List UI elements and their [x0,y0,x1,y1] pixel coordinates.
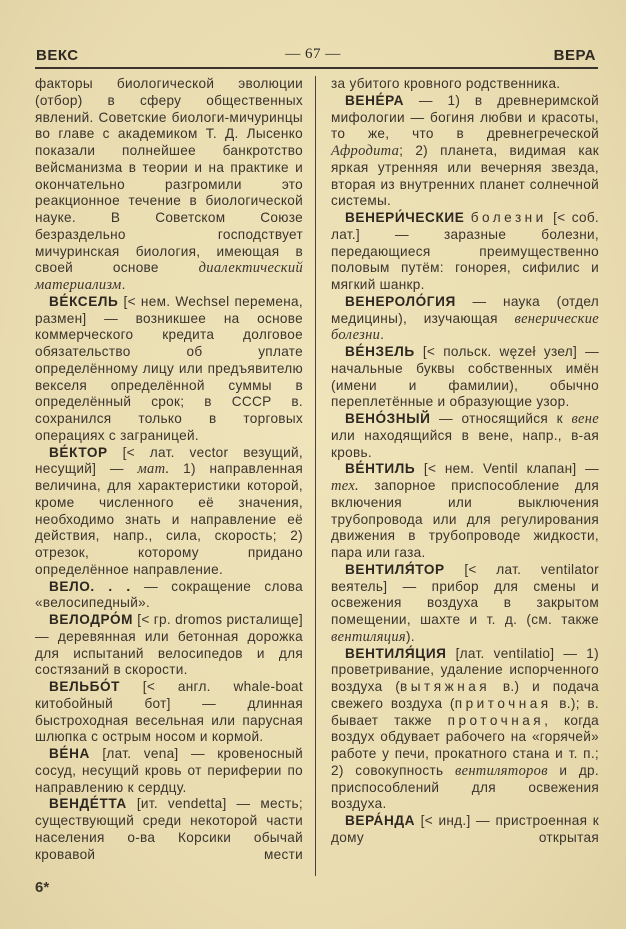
entry-text: [< лат. ventilator веятель] — прибор для смены и освежения воздуха в закрытом помещении, шахте и т. д. (см. также [331,561,599,627]
right-column-wrapper [331,76,599,847]
dictionary-entry [35,746,303,796]
headword: ВЕ́НЗЕЛЬ [345,344,415,359]
spaced-text: болезни [470,210,547,225]
dictionary-entry [331,646,599,814]
dictionary-entry [331,344,599,411]
italic-text: вене [571,411,599,427]
dictionary-entry [35,612,303,679]
headword: ВЕЛО. . . [49,578,131,594]
entry-text: запорное приспособление для включения или выключения трубопровода или для регулирования движения в трубопроводе жидкости, пара или газа. [331,478,599,560]
entry-text: или находящийся в вене, напр., в-ая кровь. [331,427,599,460]
running-head-right: ВЕРА [553,47,596,64]
headword: ВЕНЕРИ́ЧЕСКИЕ [345,210,465,225]
dictionary-entry [331,210,599,294]
italic-text: мат. [137,461,170,478]
header-rule [35,67,598,69]
entry-text: [лат. vena] — кровеносный сосуд, несущий кровь от периферии по направлению к сердцу. [35,746,303,795]
dictionary-entry [331,93,599,210]
entry-text: [< нем. Ventil клапан] — [415,461,599,477]
dictionary-entry [331,411,599,461]
spaced-text: вытяжная [400,679,491,694]
entry-text: — относящийся к [430,411,572,426]
page-number: — 67 — [285,46,341,62]
italic-text: тех. [331,478,359,494]
left-column [35,76,303,863]
dictionary-entry [331,294,599,344]
headword: ВЕНТИЛЯ́ЦИЯ [345,645,447,661]
entry-text: факторы биологической эволюции (отбор) в сферу общественных явлений. Советские биологи-мичуринцы во главе с академиком Т. Д. Лысенко показали полнейшее банкротство вейсманизма в теории и на практике и окончательно разгромили это реакционное течение в биологической науке. В Советском Союзе безраздельно господствует мичуринская биология, имеющая в своей основе [35,76,303,276]
entry-text: , когда воздух обдувает рабочего на «горячей» работе у печи, прокатного стана и т. п.; 2) совокупность [331,712,599,778]
entry-text: . [121,277,126,292]
spaced-text: приточная [454,695,552,711]
entry-continuation [331,76,599,93]
headword: ВЕ́НА [49,746,90,761]
italic-text: вентиляторов [454,762,548,779]
dictionary-entry [35,679,303,746]
dictionary-entry [331,562,599,646]
running-head-left: ВЕКС [36,47,79,64]
entry-text: и др. приспособлений для освежения воздуха. [331,762,599,812]
headword: ВЕНО́ЗНЫЙ [345,411,431,426]
left-column-wrapper [35,76,303,897]
entry-text: ; 2) планета, видимая как яркая утренняя или вечерняя звезда, вторая из внутренних планет солнечной системы. [331,143,599,209]
entry-text: [ит. vendetta] — месть; существующий среди некоторой части населения о-ва Корсики обычай кровавой мести [35,796,303,862]
headword: ВЕНЕ́РА [345,92,405,108]
entry-text: 1) направленная величина, для характеристики которой, кроме численного её значения, необходимо знать и направление её действия, напр., сила, скорость; 2) отрезок, которому придано определённое направление. [35,461,303,577]
headword: ВЕНЕРОЛО́ГИЯ [345,293,456,309]
entry-text: [< гр. dromos ристалище] — деревянная или бетонная дорожка для испытаний велосипедов и для состязаний в скорости. [35,612,303,678]
entry-text: [< англ. whale-boat китобойный бот] — длинная быстроходная весельная или парусная шлюпка с острым носом и кормой. [35,679,303,745]
headword: ВЕЛОДРО́М [49,612,134,627]
dictionary-entry [35,796,303,863]
headword: ВЕ́НТИЛЬ [345,461,416,477]
headword: ВЕРА́НДА [345,813,416,828]
dictionary-entry [331,461,599,562]
entry-text: в.) и подача свежего воздуха ( [331,679,599,711]
italic-text: вентиляция [331,628,406,645]
entry-text: — 1) в древнеримской мифологии — богиня любви и красоты, то же, что в древнегреческой [331,92,599,142]
column-divider [315,76,316,876]
entry-text: ). [405,628,415,644]
headword: ВЕНДЕ́ТТА [49,796,127,812]
entry-text: [< инд.] — пристроенная к дому открытая [331,813,599,845]
entry-text: . [380,327,385,343]
headword: ВЕ́КСЕЛЬ [49,293,119,309]
entry-text: за убитого кровного родственника. [331,76,561,91]
entry-text: [лат. ventilatio] — 1) проветривание, удаление испорченного воздуха ( [331,645,599,694]
headword: ВЕНТИЛЯ́ТОР [345,561,445,577]
signature-mark: 6* [35,879,50,897]
entry-text: в.); в. бывает также [331,695,599,728]
dictionary-entry [35,294,303,445]
italic-text: диалектический материализм [35,260,303,293]
headword: ВЕЛЬБО́Т [49,679,121,694]
italic-text: венерические болезни [331,310,599,344]
entry-text: [< нем. Wechsel перемена, размен] — возникшее на основе коммерческого кредита долговое обязательство об уплате определённому лицу или предъявителю векселя определённой суммы в определённый срок; в СССР в. сохранился только в торговых операциях с заграницей. [35,293,303,443]
italic-text: Афродита [331,143,400,159]
headword: ВЕ́КТОР [49,444,108,460]
entry-text: — сокращение слова «велосипедный». [35,578,304,611]
entry-text: [< лат. vector везущий, несущий] — [35,444,303,477]
entry-continuation [35,76,303,294]
dictionary-entry [331,813,599,847]
entry-text: [< соб. лат.] — заразные болезни, передающиеся преимущественно половым путём: гонорея, сифилис и мягкий шанкр. [331,210,600,292]
dictionary-entry [35,579,303,613]
entry-text: — наука (отдел медицины), изучающая [331,293,599,326]
right-column [331,76,599,847]
dictionary-entry [35,445,303,579]
entry-text: [< польск. węzeł узел] — начальные буквы собственных имён (имени и фамилии), обычно переплетённые и образующие узор. [331,344,599,410]
spaced-text: проточная [447,712,545,728]
